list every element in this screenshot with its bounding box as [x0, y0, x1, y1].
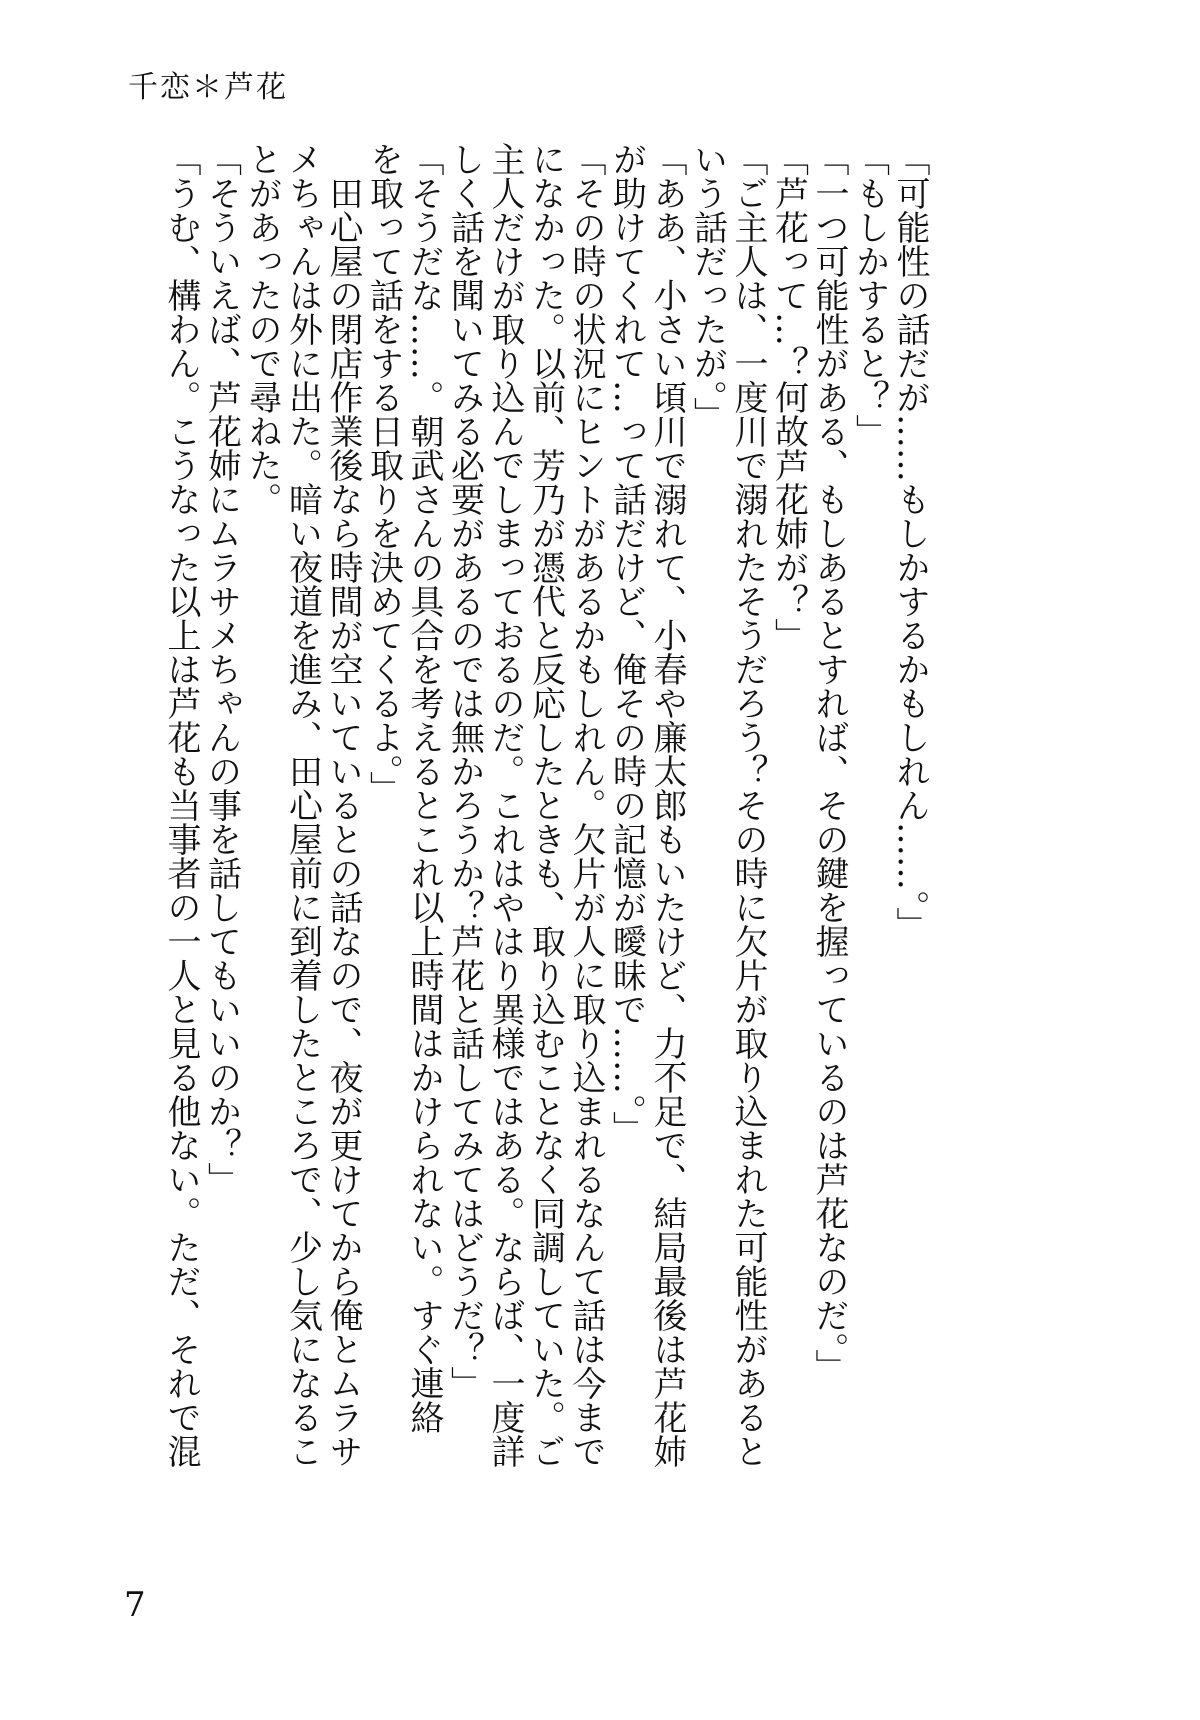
- page-number: 7: [124, 1585, 146, 1625]
- text-line: メちゃんは外に出た。暗い夜道を進み、田心屋前に到着したところで、少し気になるこ: [282, 142, 323, 1468]
- text-line: 「芦花って…？何故芦花姉が？」: [768, 142, 809, 652]
- text-line: いう話だったが。」: [687, 142, 728, 431]
- body-text: [150, 142, 930, 1532]
- text-line: 「ご主人は、一度川で溺れたそうだろう？その時に欠片が取り込まれた可能性があると: [728, 142, 768, 1468]
- text-line: 「ああ、小さい頃川で溺れて、小春や廉太郎もいたけど、力不足で、結局最後は芦花姉: [647, 142, 687, 1468]
- text-line: が助けてくれて…って話だけど、俺その時の記憶が曖昧で……。」: [606, 142, 647, 1145]
- text-line: しく話を聞いてみる必要があるのでは無かろうか？芦花と話してみてはどうだ？」: [444, 142, 485, 1400]
- running-header: 千恋＊芦花: [128, 70, 288, 105]
- text-line: 「そういえば、芦花姉にムラサメちゃんの事を話してもいいのか？」: [201, 142, 242, 1196]
- text-line: 「その時の状況にヒントがあるかもしれん。欠片が人に取り込まれるなんて話は今まで: [566, 142, 606, 1468]
- text-line: を取って話をする日取りを決めてくるよ。」: [363, 142, 404, 805]
- text-line: 田心屋の閉店作業後なら時間が空いているとの話なので、夜が更けてから俺とムラサ: [323, 142, 363, 1468]
- text-line: 「可能性の話だが……もしかするかもしれん……。」: [890, 142, 930, 941]
- text-line: 「そうだな……。朝武さんの具合を考えるとこれ以上時間はかけられない。すぐ連絡: [404, 142, 444, 1434]
- text-line: 主人だけが取り込んでしまっておるのだ。これはやはり異様ではある。ならば、一度詳: [485, 142, 525, 1468]
- text-line: とがあったので尋ねた。: [242, 142, 282, 516]
- text-line: 「うむ、構わん。こうなった以上は芦花も当事者の一人と見る他ない。ただ、それで混: [161, 142, 201, 1468]
- text-line: になかった。以前、芳乃が憑代と反応したときも、取り込むことなく同調していた。ご: [525, 142, 566, 1468]
- text-line: 「一つ可能性がある、もしあるとすれば、その鍵を握っているのは芦花なのだ。」: [809, 142, 849, 1383]
- text-line: 「もしかすると？」: [849, 142, 890, 448]
